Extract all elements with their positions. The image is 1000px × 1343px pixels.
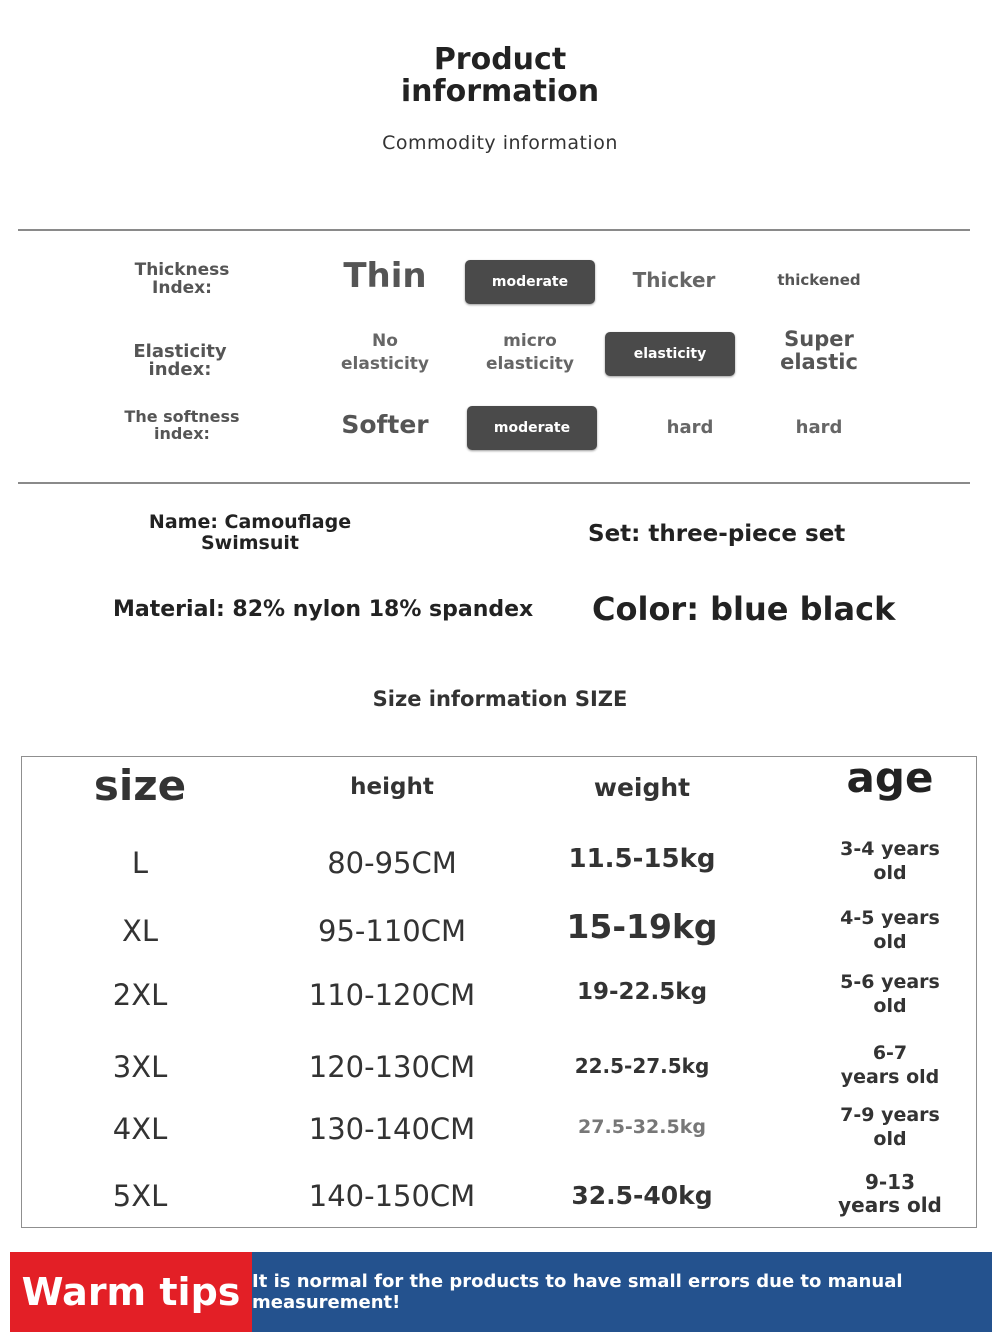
- age-line2: years old: [838, 1193, 942, 1217]
- softness-option-hard-2: hard: [795, 417, 843, 438]
- table-row-age: [790, 1171, 990, 1217]
- age-line1: 5-6 years: [840, 971, 940, 993]
- age-line1: 9-13: [864, 1170, 916, 1194]
- age-line1: 6-7: [872, 1042, 908, 1064]
- table-row-age: [790, 1041, 990, 1089]
- elasticity-option-micro-line2: elasticity: [485, 354, 574, 374]
- age-line2: old: [873, 862, 907, 884]
- table-row-size: 4XL: [112, 1112, 168, 1146]
- age-line1: 3-4 years: [840, 838, 940, 860]
- page-subtitle: Commodity information: [382, 132, 618, 154]
- warm-tips-label: Warm tips: [10, 1252, 252, 1332]
- divider-top: [18, 229, 970, 231]
- product-material: Material: 82% nylon 18% spandex: [113, 597, 534, 622]
- table-row-weight: 15-19kg: [566, 907, 718, 946]
- softness-label-line2: index:: [154, 424, 210, 443]
- table-row-weight: 32.5-40kg: [571, 1181, 713, 1210]
- age-line2: old: [873, 995, 907, 1017]
- table-row-size: 2XL: [112, 978, 168, 1012]
- age-line1: 7-9 years: [840, 1104, 940, 1126]
- weight-header: weight: [593, 773, 691, 802]
- table-row-size: 5XL: [112, 1179, 168, 1213]
- page-title-line2: information: [400, 74, 600, 109]
- table-row-size: L: [131, 846, 149, 880]
- table-row-weight: 22.5-27.5kg: [574, 1054, 710, 1078]
- product-name-line1: Name: Camouflage: [148, 511, 352, 533]
- elasticity-option-super-line2: elastic: [780, 350, 858, 374]
- softness-option-softer: Softer: [341, 410, 429, 439]
- thickness-option-thicker: Thicker: [632, 268, 716, 292]
- thickness-option-moderate-selected: moderate: [465, 260, 595, 304]
- table-row-height: 95-110CM: [318, 914, 466, 948]
- size-section-title: Size information SIZE: [372, 687, 628, 711]
- elasticity-index-label: Elasticity index:: [133, 341, 227, 380]
- table-row-weight: 27.5-32.5kg: [578, 1116, 706, 1138]
- table-row-age: [790, 906, 990, 954]
- thickness-option-thin: Thin: [343, 256, 427, 296]
- product-color: Color: blue black: [592, 590, 896, 628]
- elasticity-option-super-line1: Super: [784, 327, 854, 351]
- softness-option-hard-1: hard: [666, 417, 714, 438]
- page-title: [300, 44, 700, 108]
- elasticity-option-none-line2: elasticity: [340, 354, 429, 374]
- warm-tips-message: It is normal for the products to have small errors due to manual measurement!: [252, 1252, 992, 1332]
- table-row-weight: 11.5-15kg: [568, 844, 716, 874]
- height-header: height: [350, 774, 434, 800]
- thickness-index-label: [102, 261, 262, 297]
- softness-index-label: [102, 408, 262, 442]
- age-line1: 4-5 years: [840, 907, 940, 929]
- divider-bottom: [18, 482, 970, 484]
- table-row-size: 3XL: [112, 1050, 168, 1084]
- table-row-height: 120-130CM: [308, 1050, 476, 1084]
- size-header: size: [93, 761, 187, 810]
- size-table: [21, 753, 977, 1228]
- table-row-age: [790, 970, 990, 1018]
- table-row-height: 140-150CM: [308, 1179, 476, 1213]
- product-set: Set: three-piece set: [588, 521, 846, 547]
- table-row-height: 130-140CM: [308, 1112, 476, 1146]
- table-row-height: 110-120CM: [308, 978, 476, 1012]
- elasticity-option-super: [755, 328, 883, 374]
- age-line2: years old: [840, 1066, 940, 1088]
- elasticity-option-micro-line1: micro: [503, 331, 557, 351]
- table-row-age: [790, 837, 990, 885]
- page-title-line1: Product: [433, 42, 567, 77]
- table-row-size: XL: [121, 914, 159, 948]
- table-row-age: [790, 1103, 990, 1151]
- thickness-label-line2: Index:: [152, 278, 212, 298]
- table-row-weight: 19-22.5kg: [576, 979, 708, 1005]
- softness-label-line1: The softness: [124, 407, 240, 426]
- thickness-label-line1: Thickness: [134, 260, 230, 280]
- elasticity-option-none-line1: No: [372, 331, 398, 351]
- product-name: [110, 512, 390, 554]
- elasticity-option-elasticity-selected: elasticity: [605, 332, 735, 376]
- age-line2: old: [873, 1128, 907, 1150]
- table-row-height: 80-95CM: [327, 846, 457, 880]
- elasticity-option-micro: [465, 330, 595, 376]
- softness-option-moderate-selected: moderate: [467, 406, 597, 450]
- thickness-option-thickened: thickened: [777, 271, 861, 289]
- elasticity-option-none: [320, 330, 450, 376]
- age-header: age: [846, 753, 934, 802]
- product-name-line2: Swimsuit: [201, 532, 299, 554]
- age-line2: old: [873, 931, 907, 953]
